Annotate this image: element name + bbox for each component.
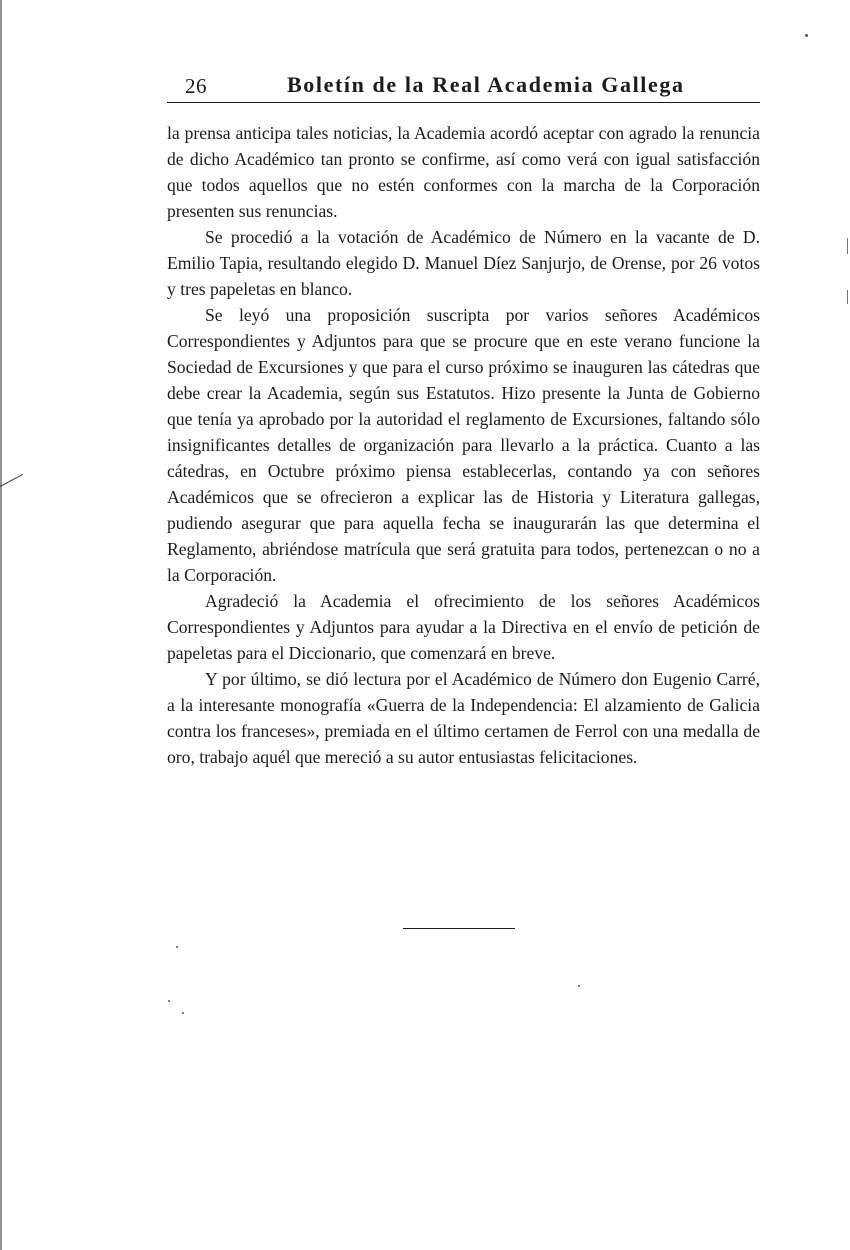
scan-speck (578, 985, 580, 987)
page-left-edge (0, 0, 2, 1250)
paragraph-reading: Y por último, se dió lectura por el Académico de Número don Eugenio Carré, a la interesante monografía «Guerra de la Independencia: El alzamiento de Galicia contra los franceses», premiada en el último certamen de Ferrol con una medalla de oro, trabajo aquél que mereció a su autor entusiastas felicitaciones. (167, 669, 760, 767)
scan-artifact (847, 290, 848, 304)
page-number: 26 (185, 74, 207, 98)
body-text (167, 120, 760, 770)
page-header (167, 72, 760, 102)
running-title: Boletín de la Real Academia Gallega (287, 72, 685, 97)
paragraph-thanks: Agradeció la Academia el ofrecimiento de los señores Académicos Correspondientes y Adjuntos para ayudar a la Directiva en el envío de petición de papeletas para el Diccionario, que comenzará en breve. (167, 591, 760, 663)
scan-speck (182, 1012, 184, 1014)
paragraph-proposal: Se leyó una proposición suscripta por varios señores Académicos Correspondientes y Adjuntos para que se procure que en este verano funcione la Sociedad de Excursiones y que para el curso próximo se inauguren las cátedras que debe crear la Academia, según sus Estatutos. Hizo presente la Junta de Gobierno que tenía ya aprobado por la autoridad el reglamento de Excursiones, faltando sólo insignificantes detalles de organización para llevarlo a la práctica. Cuanto a las cátedras, en Octubre próximo piensa establecerlas, contando ya con señores Académicos que se ofrecieron a explicar las de Historia y Literatura gallegas, pudiendo asegurar que para aquella fecha se inaugurarán las que determina el Reglamento, abriéndose matrícula que será gratuita para todos, pertenezcan o no a la Corporación. (167, 305, 760, 585)
scan-speck (176, 946, 178, 948)
scan-speck (168, 1000, 170, 1002)
paragraph-vote: Se procedió a la votación de Académico de Número en la vacante de D. Emilio Tapia, resultando elegido D. Manuel Díez Sanjurjo, de Orense, por 26 votos y tres papeletas en blanco. (167, 227, 760, 299)
header-rule (167, 102, 760, 103)
section-end-rule (403, 928, 515, 929)
paragraph-continuation: la prensa anticipa tales noticias, la Academia acordó aceptar con agrado la renuncia de dicho Académico tan pronto se confirme, así como verá con igual satisfacción que todos aquellos que no estén conformes con la marcha de la Corporación presenten sus renuncias. (167, 123, 760, 221)
scan-speck (805, 34, 808, 37)
margin-mark (0, 474, 23, 487)
scan-artifact (847, 238, 848, 254)
